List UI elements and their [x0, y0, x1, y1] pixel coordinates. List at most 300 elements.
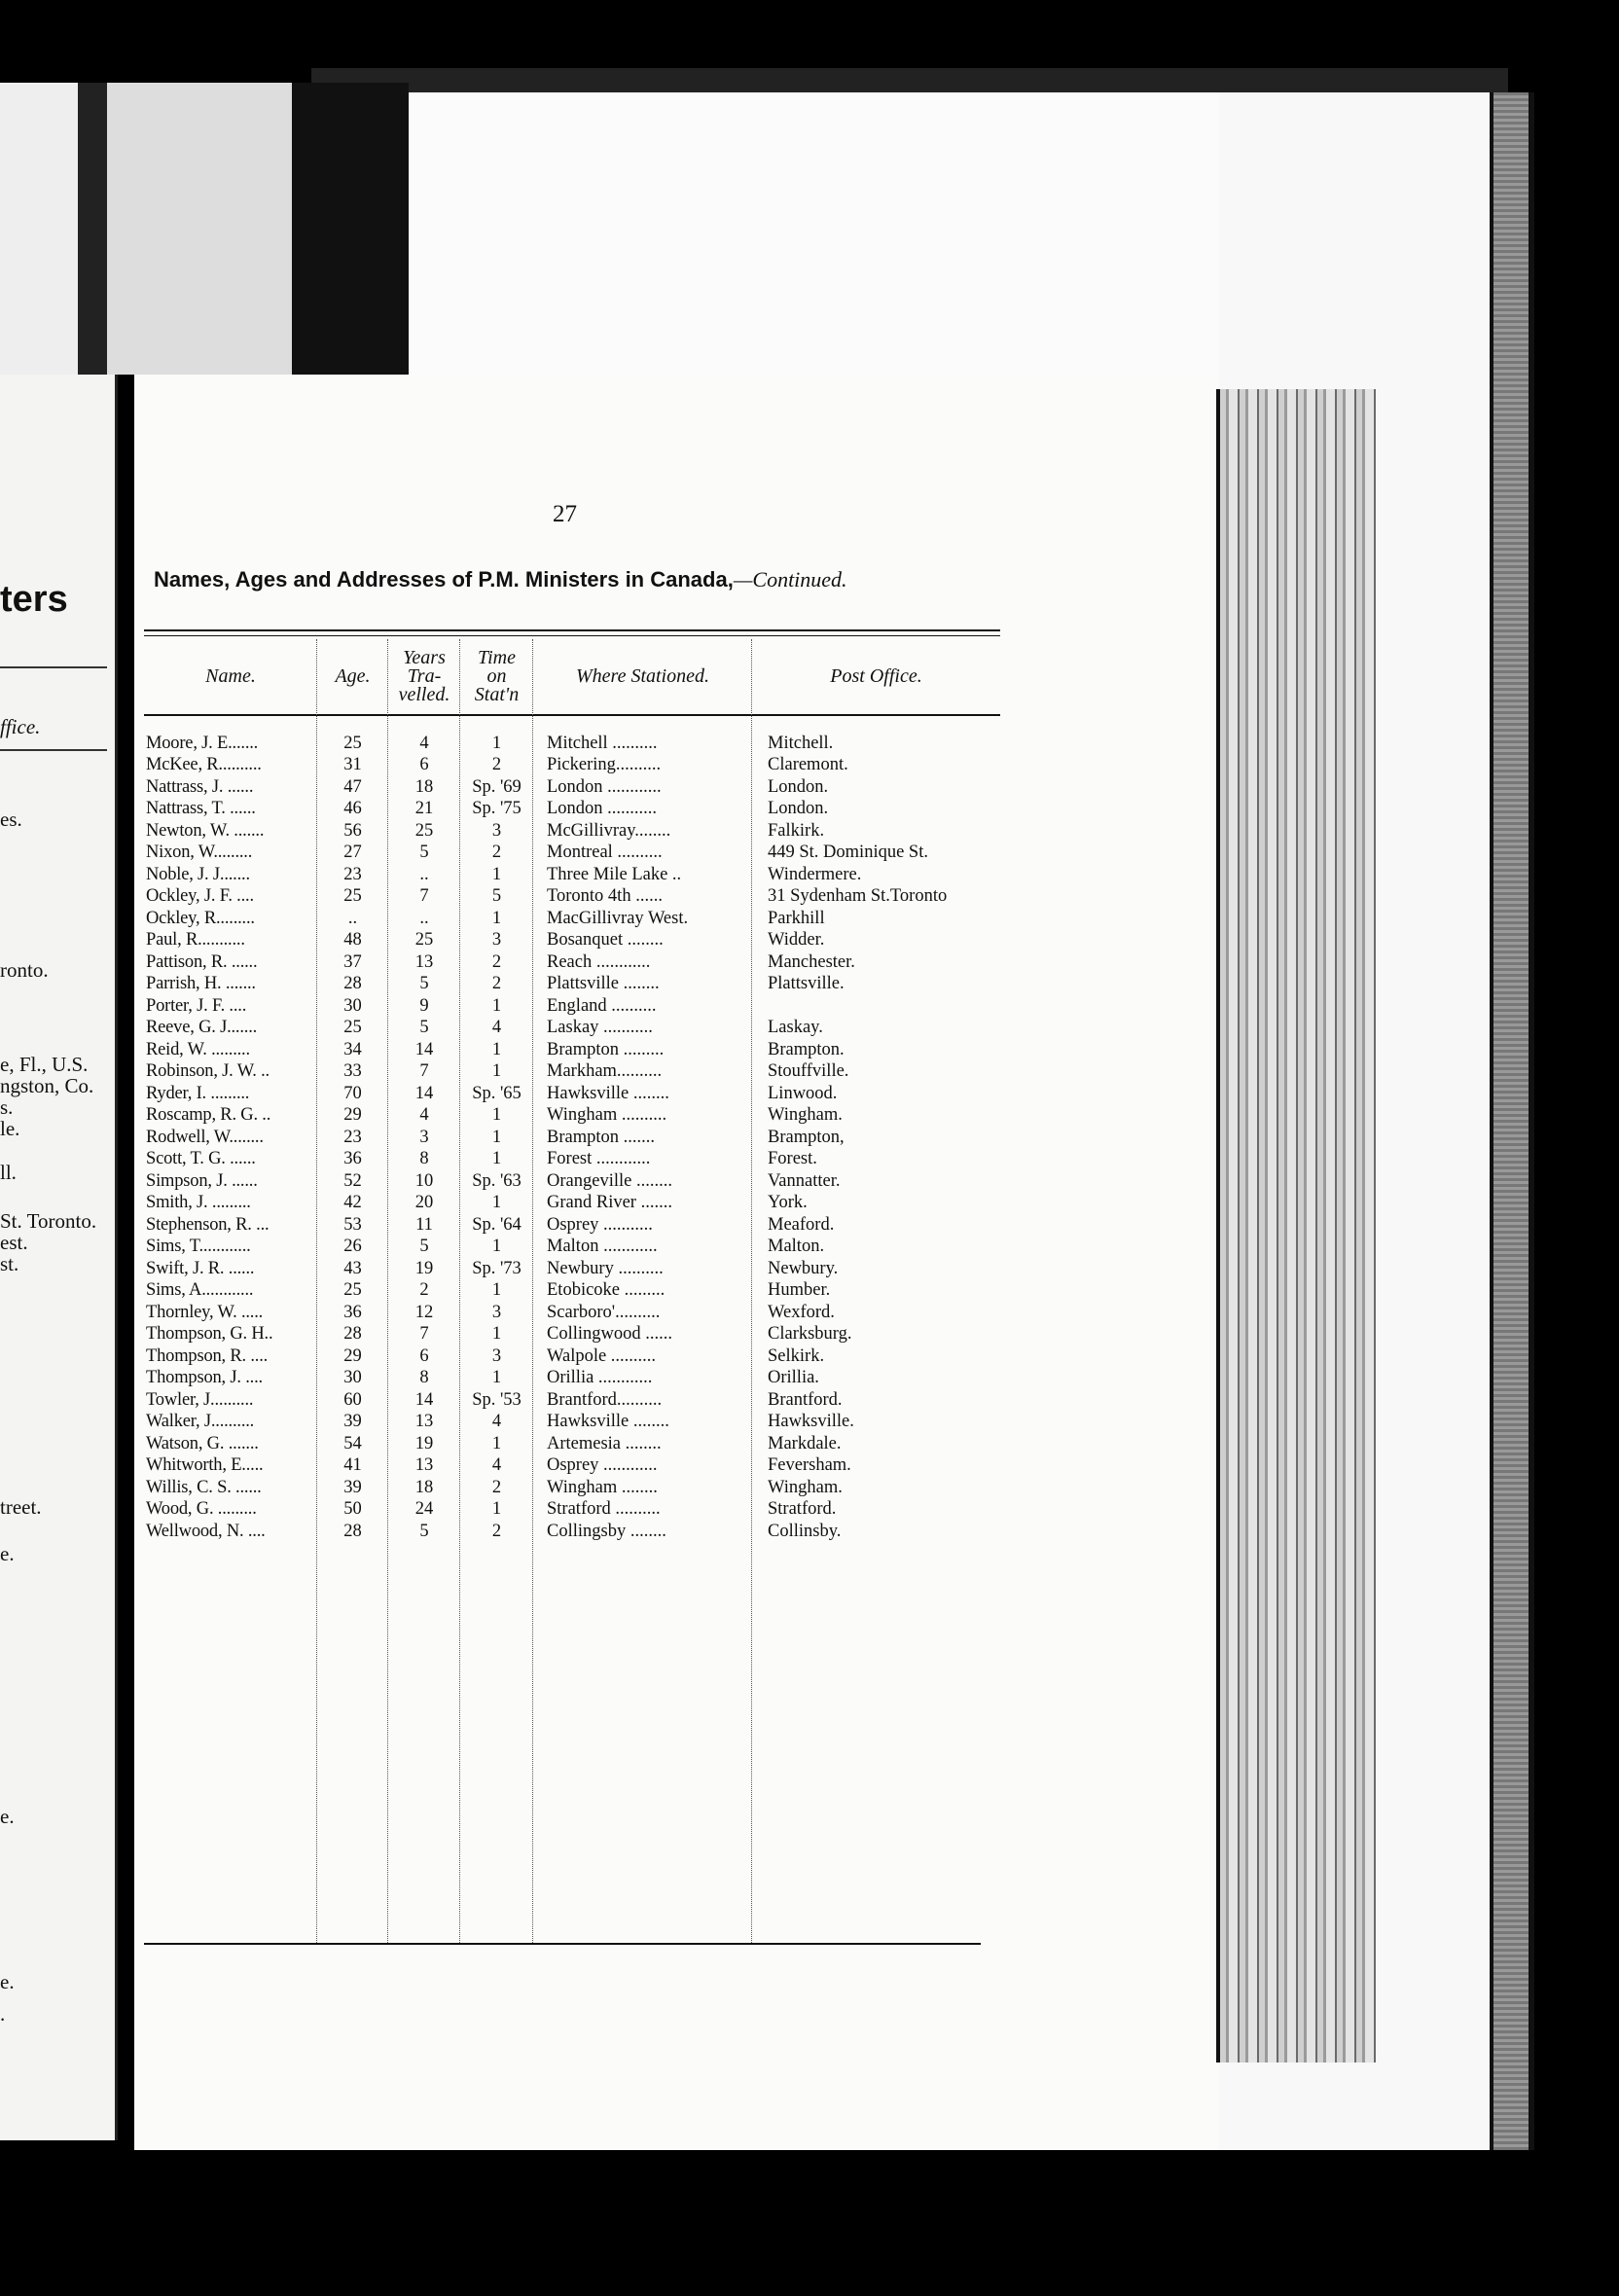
- cell-age: 30: [343, 995, 362, 1016]
- cell-name: Walker, J..........: [146, 1412, 255, 1431]
- cell-years-travelled: 25: [414, 820, 434, 841]
- cell-where-stationed: MacGillivray West.: [547, 908, 689, 928]
- left-page-text-fragment: est.: [0, 1231, 28, 1254]
- cell-name: Wellwood, N. ....: [146, 1521, 266, 1541]
- cell-age: 56: [343, 820, 362, 841]
- table-top-rule-thin: [144, 635, 1000, 636]
- cell-where-stationed: Orangeville ........: [547, 1170, 672, 1191]
- table-row: [144, 1104, 1000, 1127]
- cell-years-travelled: 5: [419, 1521, 429, 1541]
- cell-time-on-station: 1: [491, 1324, 502, 1344]
- cell-name: Smith, J. .........: [146, 1193, 251, 1212]
- table-row: [144, 798, 1000, 820]
- cell-years-travelled: ..: [419, 864, 429, 884]
- cell-post-office: Wexford.: [768, 1302, 835, 1322]
- left-page-text-fragment: ngston, Co.: [0, 1074, 94, 1097]
- cell-name: Ockley, J. F. ....: [146, 886, 254, 906]
- cell-years-travelled: 4: [419, 733, 429, 753]
- cell-where-stationed: Montreal ..........: [547, 843, 663, 862]
- cell-time-on-station: 1: [491, 1193, 502, 1212]
- cell-where-stationed: Orillia ............: [547, 1368, 653, 1387]
- cell-years-travelled: 20: [414, 1193, 434, 1212]
- cell-where-stationed: Toronto 4th ......: [547, 886, 663, 906]
- cell-age: 60: [343, 1389, 362, 1410]
- cell-age: 27: [343, 843, 362, 862]
- cell-age: 31: [343, 755, 362, 774]
- cell-age: 70: [343, 1083, 362, 1103]
- cell-time-on-station: 1: [491, 1061, 502, 1081]
- left-page-text-fragment: .: [0, 2002, 6, 2026]
- cell-post-office: Hawksville.: [768, 1412, 854, 1431]
- column-header-age: Age.: [335, 665, 371, 687]
- left-page-text-fragment: e.: [0, 1970, 15, 1993]
- left-page-text-fragment: treet.: [0, 1495, 42, 1519]
- cell-name: Roscamp, R. G. ..: [146, 1105, 271, 1125]
- cell-post-office: Stratford.: [768, 1499, 837, 1519]
- cell-age: 41: [343, 1455, 362, 1475]
- cell-age: 34: [343, 1039, 362, 1059]
- cell-post-office: London.: [768, 799, 829, 818]
- cell-age: 36: [343, 1302, 362, 1322]
- cell-post-office: Feversham.: [768, 1455, 851, 1475]
- cell-post-office: Mitchell.: [768, 733, 834, 753]
- cell-name: Newton, W. .......: [146, 820, 265, 841]
- cell-post-office: Orillia.: [768, 1368, 819, 1387]
- cell-years-travelled: 5: [419, 1237, 429, 1256]
- cell-where-stationed: Grand River .......: [547, 1193, 672, 1212]
- cell-time-on-station: 4: [491, 1018, 502, 1037]
- cell-years-travelled: 3: [419, 1127, 429, 1147]
- cell-age: 33: [343, 1061, 362, 1081]
- left-page-text-fragment: e, Fl., U.S.: [0, 1053, 89, 1076]
- cell-name: Nattrass, J. ......: [146, 776, 254, 797]
- cell-years-travelled: 18: [414, 776, 434, 797]
- cell-age: 53: [343, 1214, 362, 1235]
- cell-post-office: Malton.: [768, 1237, 825, 1256]
- table-row: [144, 842, 1000, 864]
- cell-name: Sims, A............: [146, 1280, 254, 1300]
- left-page-text-fragment: St. Toronto.: [0, 1209, 97, 1233]
- cell-where-stationed: Wingham ..........: [547, 1105, 667, 1125]
- cell-time-on-station: Sp. '64: [472, 1214, 522, 1235]
- cell-post-office: Markdale.: [768, 1433, 842, 1453]
- cell-where-stationed: Forest ............: [547, 1149, 651, 1168]
- table-top-rule: [144, 629, 1000, 631]
- cell-time-on-station: 5: [491, 886, 502, 906]
- table-row: [144, 907, 1000, 929]
- register-page: [134, 375, 1219, 2150]
- cell-years-travelled: 2: [419, 1280, 429, 1300]
- cell-age: 43: [343, 1258, 362, 1278]
- cell-where-stationed: Brantford..........: [547, 1389, 663, 1410]
- cell-time-on-station: 1: [491, 1280, 502, 1300]
- column-header-years-line-3: velled.: [398, 684, 450, 705]
- table-row: [144, 1236, 1000, 1258]
- cell-name: Thompson, J. ....: [146, 1368, 263, 1387]
- cell-name: Robinson, J. W. ..: [146, 1061, 270, 1081]
- cell-post-office: Selkirk.: [768, 1345, 825, 1366]
- cell-where-stationed: Hawksville ........: [547, 1412, 669, 1431]
- cell-name: Sims, T............: [146, 1237, 251, 1256]
- cell-age: 30: [343, 1368, 362, 1387]
- cell-years-travelled: 12: [414, 1302, 434, 1322]
- cell-post-office: Vannatter.: [768, 1170, 841, 1191]
- table-body: [144, 714, 1000, 1542]
- column-header-where-stationed: Where Stationed.: [575, 665, 709, 687]
- cell-years-travelled: 6: [419, 755, 429, 774]
- cell-time-on-station: 2: [491, 974, 502, 993]
- left-page-text-fragment: es.: [0, 807, 22, 831]
- cell-time-on-station: 2: [491, 1477, 502, 1497]
- column-header-name: Name.: [205, 665, 256, 687]
- column-header-time-on-station: [460, 639, 533, 714]
- cell-years-travelled: 13: [414, 951, 434, 972]
- cell-post-office: Linwood.: [768, 1083, 838, 1103]
- cell-name: Rodwell, W........: [146, 1127, 264, 1147]
- cell-time-on-station: 3: [491, 930, 502, 950]
- table-row: [144, 1213, 1000, 1236]
- previous-page-fragment: [0, 375, 118, 2140]
- cell-name: Reid, W. .........: [146, 1039, 250, 1059]
- column-header-post-office: Post Office.: [830, 665, 922, 687]
- cell-where-stationed: Brampton .........: [547, 1039, 665, 1059]
- cell-years-travelled: 19: [414, 1433, 434, 1453]
- cell-time-on-station: 2: [491, 951, 502, 972]
- left-page-rule: [0, 749, 107, 751]
- cell-age: ..: [347, 908, 358, 928]
- table-row: [144, 1060, 1000, 1083]
- cell-post-office: Clarksburg.: [768, 1324, 852, 1344]
- cell-time-on-station: 1: [491, 1149, 502, 1168]
- cell-time-on-station: 1: [491, 1127, 502, 1147]
- cell-post-office: Windermere.: [768, 864, 862, 884]
- cell-post-office: 31 Sydenham St.Toronto: [768, 886, 948, 906]
- cell-post-office: York.: [768, 1193, 808, 1212]
- cell-where-stationed: Scarboro'..........: [547, 1302, 661, 1322]
- cell-name: Pattison, R. ......: [146, 951, 258, 972]
- cell-years-travelled: 14: [414, 1083, 434, 1103]
- cell-name: Noble, J. J.......: [146, 864, 250, 884]
- cell-age: 25: [343, 886, 362, 906]
- cell-time-on-station: 1: [491, 1433, 502, 1453]
- left-page-text-fragment: ronto.: [0, 958, 49, 982]
- cell-age: 23: [343, 1127, 362, 1147]
- book-cover-edge: [1490, 92, 1534, 2150]
- cell-age: 36: [343, 1149, 362, 1168]
- cell-post-office: Brampton,: [768, 1127, 845, 1147]
- table-row: [144, 1257, 1000, 1279]
- cell-age: 39: [343, 1412, 362, 1431]
- table-row: [144, 1192, 1000, 1214]
- cell-name: Moore, J. E.......: [146, 733, 259, 753]
- cell-where-stationed: Wingham ........: [547, 1477, 658, 1497]
- cell-post-office: Widder.: [768, 930, 825, 950]
- cell-where-stationed: London ............: [547, 776, 662, 797]
- cell-where-stationed: Walpole ..........: [547, 1345, 657, 1366]
- cell-years-travelled: 10: [414, 1170, 434, 1191]
- cell-time-on-station: 2: [491, 843, 502, 862]
- table-row: [144, 1411, 1000, 1433]
- cell-where-stationed: Collingwood ......: [547, 1324, 672, 1344]
- cell-where-stationed: Etobicoke .........: [547, 1280, 666, 1300]
- cell-years-travelled: 4: [419, 1105, 429, 1125]
- cell-post-office: Claremont.: [768, 755, 848, 774]
- cell-age: 54: [343, 1433, 362, 1453]
- cell-where-stationed: Reach ............: [547, 951, 651, 972]
- cell-time-on-station: Sp. '63: [472, 1170, 522, 1191]
- cell-age: 47: [343, 776, 362, 797]
- table-row: [144, 1038, 1000, 1060]
- column-header-years-line-2: Tra-: [407, 665, 442, 687]
- cell-post-office: Forest.: [768, 1149, 817, 1168]
- column-header-time-line-3: Stat'n: [474, 684, 520, 705]
- cell-post-office: Wingham.: [768, 1105, 843, 1125]
- left-page-text-fragment: st.: [0, 1252, 19, 1275]
- table-row: [144, 1169, 1000, 1192]
- table-row: [144, 1323, 1000, 1345]
- cell-name: Willis, C. S. ......: [146, 1477, 262, 1497]
- column-header-years-travelled: [388, 639, 460, 714]
- cell-years-travelled: 5: [419, 974, 429, 993]
- cell-post-office: Manchester.: [768, 951, 855, 972]
- cell-years-travelled: 8: [419, 1368, 429, 1387]
- cell-time-on-station: Sp. '65: [472, 1083, 522, 1103]
- table-row: [144, 1432, 1000, 1454]
- column-header-time-line-2: on: [486, 665, 507, 687]
- page-heading-continued: —Continued.: [733, 567, 847, 592]
- cell-post-office: [752, 994, 1000, 1017]
- cell-years-travelled: 7: [419, 1324, 429, 1344]
- cell-years-travelled: 11: [415, 1214, 433, 1235]
- cell-time-on-station: 1: [491, 1368, 502, 1387]
- table-row: [144, 885, 1000, 908]
- left-page-heading-fragment: ters: [0, 579, 68, 620]
- table-row: [144, 929, 1000, 951]
- cell-post-office: Falkirk.: [768, 820, 825, 841]
- cell-age: 50: [343, 1499, 362, 1519]
- left-page-column-fragment: ffice.: [0, 715, 41, 738]
- cell-where-stationed: Stratford ..........: [547, 1499, 661, 1519]
- cell-where-stationed: McGillivray........: [547, 820, 671, 841]
- column-header-years-line-1: Years: [403, 647, 446, 668]
- table-row: [144, 775, 1000, 798]
- cell-time-on-station: Sp. '73: [472, 1258, 522, 1278]
- cell-time-on-station: 3: [491, 1302, 502, 1322]
- cell-time-on-station: 1: [491, 864, 502, 884]
- cell-age: 28: [343, 974, 362, 993]
- cell-name: Whitworth, E.....: [146, 1455, 264, 1475]
- cell-age: 29: [343, 1105, 362, 1125]
- cell-name: Parrish, H. .......: [146, 974, 256, 993]
- table-row: [144, 1367, 1000, 1389]
- cell-age: 28: [343, 1324, 362, 1344]
- cell-age: 39: [343, 1477, 362, 1497]
- cell-time-on-station: 2: [491, 1521, 502, 1541]
- cell-years-travelled: 18: [414, 1477, 434, 1497]
- cell-post-office: Brantford.: [768, 1389, 843, 1410]
- cell-where-stationed: Newbury ..........: [547, 1258, 664, 1278]
- cell-where-stationed: Pickering..........: [547, 755, 662, 774]
- cell-name: Nattrass, T. ......: [146, 799, 256, 818]
- cell-years-travelled: 25: [414, 930, 434, 950]
- cell-time-on-station: 4: [491, 1412, 502, 1431]
- cell-where-stationed: Markham..........: [547, 1061, 663, 1081]
- cell-name: Swift, J. R. ......: [146, 1258, 255, 1278]
- page-number: 27: [553, 501, 577, 527]
- cell-post-office: Plattsville.: [768, 974, 845, 993]
- cell-name: Thompson, G. H..: [146, 1324, 273, 1344]
- cell-years-travelled: 8: [419, 1149, 429, 1168]
- table-row: [144, 1498, 1000, 1521]
- cell-name: Reeve, G. J.......: [146, 1018, 258, 1037]
- cell-where-stationed: Mitchell ..........: [547, 733, 658, 753]
- page-heading-title: Names, Ages and Addresses of P.M. Ministers in Canada,: [154, 567, 734, 592]
- cell-years-travelled: ..: [419, 908, 429, 928]
- cell-time-on-station: 1: [491, 1039, 502, 1059]
- table-row: [144, 1017, 1000, 1039]
- cell-name: Porter, J. F. ....: [146, 995, 247, 1016]
- cell-name: Thornley, W. .....: [146, 1302, 264, 1322]
- cell-post-office: Stouffville.: [768, 1061, 849, 1081]
- cell-post-office: Collinsby.: [768, 1521, 842, 1541]
- cell-years-travelled: 7: [419, 886, 429, 906]
- cell-post-office: London.: [768, 776, 829, 797]
- cell-years-travelled: 5: [419, 843, 429, 862]
- cell-age: 23: [343, 864, 362, 884]
- cell-where-stationed: Brampton .......: [547, 1127, 655, 1147]
- cell-age: 48: [343, 930, 362, 950]
- table-row: [144, 1148, 1000, 1170]
- cell-time-on-station: 3: [491, 820, 502, 841]
- cell-years-travelled: 9: [419, 995, 429, 1016]
- upper-binding-shadow: [0, 83, 409, 375]
- cell-post-office: Brampton.: [768, 1039, 845, 1059]
- cell-years-travelled: 24: [414, 1499, 434, 1519]
- cell-name: Wood, G. .........: [146, 1499, 257, 1519]
- left-page-rule: [0, 666, 107, 668]
- cell-name: McKee, R..........: [146, 755, 262, 774]
- cell-age: 52: [343, 1170, 362, 1191]
- cell-name: Ryder, I. .........: [146, 1083, 250, 1103]
- table-row: [144, 951, 1000, 973]
- cell-post-office: 449 St. Dominique St.: [768, 843, 928, 862]
- table-row: [144, 1520, 1000, 1542]
- table-row: [144, 1082, 1000, 1104]
- cell-age: 25: [343, 733, 362, 753]
- cell-time-on-station: 4: [491, 1455, 502, 1475]
- table-row: [144, 714, 1000, 754]
- table-row: [144, 863, 1000, 885]
- cell-name: Simpson, J. ......: [146, 1170, 258, 1191]
- table-row: [144, 1301, 1000, 1323]
- table-row: [144, 1388, 1000, 1411]
- cell-age: 46: [343, 799, 362, 818]
- ministers-table: [144, 639, 1000, 1542]
- cell-post-office: Meaford.: [768, 1214, 835, 1235]
- cell-time-on-station: 1: [491, 1105, 502, 1125]
- cell-name: Nixon, W.........: [146, 843, 253, 862]
- table-row: [144, 754, 1000, 776]
- table-row: [144, 1476, 1000, 1498]
- cell-age: 42: [343, 1193, 362, 1212]
- cell-age: 26: [343, 1237, 362, 1256]
- cell-name: Paul, R...........: [146, 930, 245, 950]
- cell-post-office: Laskay.: [768, 1018, 823, 1037]
- cell-age: 37: [343, 951, 362, 972]
- cell-time-on-station: 3: [491, 1345, 502, 1366]
- cell-time-on-station: Sp. '75: [472, 799, 522, 818]
- table-row: [144, 1279, 1000, 1302]
- cell-time-on-station: 2: [491, 755, 502, 774]
- cell-name: Scott, T. G. ......: [146, 1149, 256, 1168]
- cell-name: Watson, G. .......: [146, 1433, 259, 1453]
- cell-where-stationed: Three Mile Lake ..: [547, 864, 682, 884]
- cell-years-travelled: 13: [414, 1412, 434, 1431]
- cell-age: 28: [343, 1521, 362, 1541]
- cell-years-travelled: 14: [414, 1039, 434, 1059]
- left-page-text-fragment: ll.: [0, 1161, 17, 1184]
- cell-where-stationed: England ..........: [547, 995, 657, 1016]
- table-row: [144, 1126, 1000, 1148]
- cell-age: 25: [343, 1018, 362, 1037]
- left-page-text-fragment: le.: [0, 1117, 20, 1140]
- cell-time-on-station: 1: [491, 995, 502, 1016]
- cell-time-on-station: 1: [491, 1237, 502, 1256]
- cell-name: Thompson, R. ....: [146, 1345, 269, 1366]
- cell-name: Stephenson, R. ...: [146, 1214, 270, 1235]
- cell-years-travelled: 7: [419, 1061, 429, 1081]
- left-page-text-fragment: e.: [0, 1542, 15, 1565]
- cell-where-stationed: London ...........: [547, 799, 658, 818]
- cell-where-stationed: Bosanquet ........: [547, 930, 664, 950]
- cell-name: Ockley, R.........: [146, 908, 255, 928]
- cell-where-stationed: Hawksville ........: [547, 1083, 669, 1103]
- cell-years-travelled: 6: [419, 1345, 429, 1366]
- cell-time-on-station: Sp. '53: [472, 1389, 522, 1410]
- cell-where-stationed: Artemesia ........: [547, 1433, 662, 1453]
- cell-years-travelled: 14: [414, 1389, 434, 1410]
- cell-name: Towler, J..........: [146, 1389, 254, 1410]
- cell-where-stationed: Osprey ...........: [547, 1214, 653, 1235]
- table-bottom-rule: [144, 1943, 981, 1945]
- cell-time-on-station: 1: [491, 1499, 502, 1519]
- left-page-text-fragment: s.: [0, 1095, 14, 1119]
- cell-age: 29: [343, 1345, 362, 1366]
- table-row: [144, 819, 1000, 842]
- table-row: [144, 1454, 1000, 1477]
- cell-time-on-station: Sp. '69: [472, 776, 522, 797]
- cell-time-on-station: 1: [491, 908, 502, 928]
- cell-post-office: Newbury.: [768, 1258, 839, 1278]
- cell-years-travelled: 19: [414, 1258, 434, 1278]
- cell-where-stationed: Laskay ...........: [547, 1018, 653, 1037]
- page-heading: [154, 567, 847, 592]
- cell-years-travelled: 21: [414, 799, 434, 818]
- cell-where-stationed: Malton ............: [547, 1237, 658, 1256]
- cell-years-travelled: 5: [419, 1018, 429, 1037]
- cell-age: 25: [343, 1280, 362, 1300]
- table-row: [144, 973, 1000, 995]
- cell-where-stationed: Plattsville ........: [547, 974, 660, 993]
- cell-years-travelled: 13: [414, 1455, 434, 1475]
- cell-time-on-station: 1: [491, 733, 502, 753]
- table-row: [144, 994, 1000, 1017]
- cell-post-office: Wingham.: [768, 1477, 843, 1497]
- cell-where-stationed: Collingsby ........: [547, 1521, 666, 1541]
- table-header-row: [144, 639, 1000, 714]
- table-row: [144, 1345, 1000, 1367]
- stacked-page-edges: [1216, 389, 1376, 2063]
